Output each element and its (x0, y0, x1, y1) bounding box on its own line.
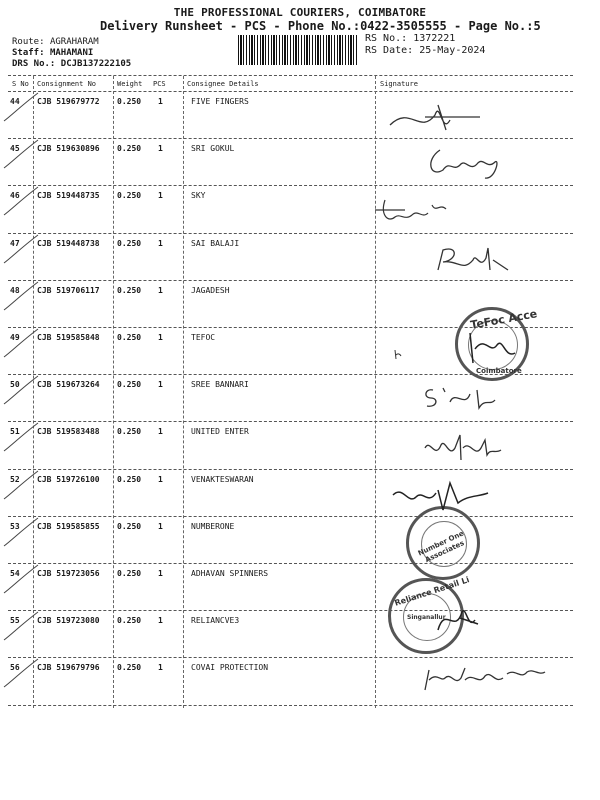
cell-weight: 0.250 (117, 97, 142, 106)
cell-sno: 54 (10, 569, 20, 578)
signature-56 (415, 660, 565, 700)
signature-46 (370, 195, 470, 230)
cell-pcs: 1 (158, 238, 163, 248)
route-label: Route: (12, 37, 45, 47)
cell-sno: 44 (10, 97, 20, 106)
col-sno: S No (12, 80, 29, 88)
cell-consignment: CJB 519673264 (37, 380, 100, 390)
column-divider (183, 76, 184, 708)
row-separator (8, 657, 573, 658)
checkmark-icon (2, 276, 42, 316)
report-subtitle: Delivery Runsheet - PCS - Phone No.:0422-3505555 - Page No.:5 (100, 19, 541, 33)
drs-value: DCJB137222105 (60, 59, 132, 69)
checkmark-icon (2, 87, 42, 127)
column-divider (113, 76, 114, 708)
cell-consignee: NUMBERONE (191, 521, 235, 531)
header-bottom-rule (8, 91, 573, 92)
cell-consignee: JAGADESH (191, 285, 230, 295)
signature-45 (425, 140, 515, 185)
cell-consignee: TEFOC (191, 333, 216, 342)
cell-sno: 48 (10, 285, 20, 295)
cell-consignee: COVAI PROTECTION (191, 663, 269, 673)
signature-51 (415, 430, 515, 470)
checkmark-icon (2, 606, 42, 646)
row-separator (8, 233, 573, 234)
cell-sno: 49 (10, 333, 20, 342)
cell-weight: 0.250 (117, 521, 142, 531)
route-line (12, 37, 99, 47)
cell-consignment: CJB 519706117 (37, 285, 100, 295)
col-weight: Weight (117, 80, 143, 88)
cell-pcs: 1 (158, 97, 163, 106)
barcode (238, 35, 358, 65)
row-separator (8, 421, 573, 422)
checkmark-icon (2, 512, 42, 552)
cell-consignee: SRI GOKUL (191, 144, 235, 154)
cell-pcs: 1 (158, 474, 163, 484)
cell-sno: 50 (10, 380, 20, 390)
stamp-tefoc-top: TeFoc Acce (469, 307, 539, 332)
checkmark-icon (2, 134, 42, 174)
column-divider (375, 76, 376, 708)
cell-pcs: 1 (158, 521, 163, 531)
cell-consignment: CJB 519679772 (37, 97, 100, 106)
signature-49 (455, 325, 525, 370)
cell-weight: 0.250 (117, 333, 142, 342)
cell-consignee: RELIANCVE3 (191, 616, 240, 626)
cell-weight: 0.250 (117, 285, 142, 295)
rs-date-line (365, 45, 485, 56)
checkmark-icon (2, 465, 42, 505)
checkmark-icon (2, 181, 42, 221)
cell-pcs: 1 (158, 427, 163, 437)
signature-mark (390, 345, 410, 365)
route-value: AGRAHARAM (49, 37, 99, 47)
rs-number-line (365, 33, 455, 44)
cell-consignee: SKY (191, 191, 206, 201)
signature-55 (430, 600, 490, 640)
cell-pcs: 1 (158, 616, 163, 626)
signature-47 (428, 240, 518, 280)
cell-consignment: CJB 519726100 (37, 474, 100, 484)
row-separator (8, 563, 573, 564)
cell-consignment: CJB 519630896 (37, 144, 100, 154)
cell-pcs: 1 (158, 285, 163, 295)
cell-pcs: 1 (158, 144, 163, 154)
cell-weight: 0.250 (117, 663, 142, 673)
cell-consignee: ADHAVAN SPINNERS (191, 569, 269, 578)
cell-consignee: FIVE FINGERS (191, 97, 249, 106)
row-separator (8, 516, 573, 517)
checkmark-icon (2, 417, 42, 457)
cell-weight: 0.250 (117, 569, 142, 578)
cell-consignment: CJB 519448735 (37, 191, 100, 201)
drs-line (12, 59, 131, 69)
row-separator (8, 185, 573, 186)
checkmark-icon (2, 323, 42, 363)
cell-sno: 51 (10, 427, 20, 437)
rs-date-label: RS Date: (365, 45, 414, 56)
report-title: THE PROFESSIONAL COURIERS, COIMBATORE (173, 6, 427, 19)
col-consignment: Consignment No (37, 80, 97, 88)
cell-consignment: CJB 519585848 (37, 333, 100, 342)
cell-consignee: SAI BALAJI (191, 238, 240, 248)
cell-sno: 46 (10, 191, 20, 201)
stamp-number-one-text: Number One Associates (416, 529, 466, 565)
checkmark-icon (2, 370, 42, 410)
signature-52 (388, 475, 508, 515)
col-signature: Signature (380, 80, 418, 88)
table-top-rule (8, 75, 573, 76)
rs-no-label: RS No.: (365, 33, 408, 44)
cell-consignment: CJB 519723080 (37, 616, 100, 626)
cell-pcs: 1 (158, 569, 163, 578)
signature-50 (415, 380, 515, 415)
cell-weight: 0.250 (117, 144, 142, 154)
col-consignee: Consignee Details (187, 80, 259, 88)
cell-pcs: 1 (158, 380, 163, 390)
cell-consignment: CJB 519723056 (37, 569, 100, 578)
cell-weight: 0.250 (117, 191, 142, 201)
cell-consignment: CJB 519448738 (37, 238, 100, 248)
number-one-stamp (406, 506, 480, 580)
cell-sno: 47 (10, 238, 20, 248)
cell-weight: 0.250 (117, 427, 142, 437)
cell-weight: 0.250 (117, 238, 142, 248)
cell-consignee: VENAKTESWARAN (191, 474, 254, 484)
row-separator (8, 705, 573, 706)
cell-sno: 56 (10, 663, 20, 673)
cell-consignee: SREE BANNARI (191, 380, 249, 390)
cell-pcs: 1 (158, 191, 163, 201)
rs-no-value: 1372221 (413, 33, 456, 44)
rs-date-value: 25-May-2024 (419, 45, 486, 56)
cell-weight: 0.250 (117, 616, 142, 626)
staff-label: Staff: (12, 48, 45, 58)
cell-consignment: CJB 519583488 (37, 427, 100, 437)
signature-44 (380, 95, 500, 140)
stamp-reliance-top: Reliance Retail Li (393, 575, 471, 608)
stamp-reliance-bottom: Singanallur (407, 614, 446, 621)
cell-weight: 0.250 (117, 380, 142, 390)
cell-sno: 52 (10, 474, 20, 484)
cell-pcs: 1 (158, 663, 163, 673)
col-pcs: PCS (153, 80, 166, 88)
cell-sno: 45 (10, 144, 20, 154)
checkmark-icon (2, 559, 42, 599)
stamp-tefoc-bottom: Coimbatore (476, 367, 522, 375)
drs-label: DRS No.: (12, 59, 56, 69)
cell-weight: 0.250 (117, 474, 142, 484)
cell-sno: 55 (10, 616, 20, 626)
checkmark-icon (2, 653, 42, 693)
cell-sno: 53 (10, 521, 20, 531)
cell-consignee: UNITED ENTER (191, 427, 249, 437)
cell-pcs: 1 (158, 333, 163, 342)
staff-value: MAHAMANI (49, 48, 94, 58)
checkmark-icon (2, 229, 42, 269)
cell-consignment: CJB 519585855 (37, 521, 100, 531)
staff-line (12, 48, 93, 58)
cell-consignment: CJB 519679796 (37, 663, 100, 673)
